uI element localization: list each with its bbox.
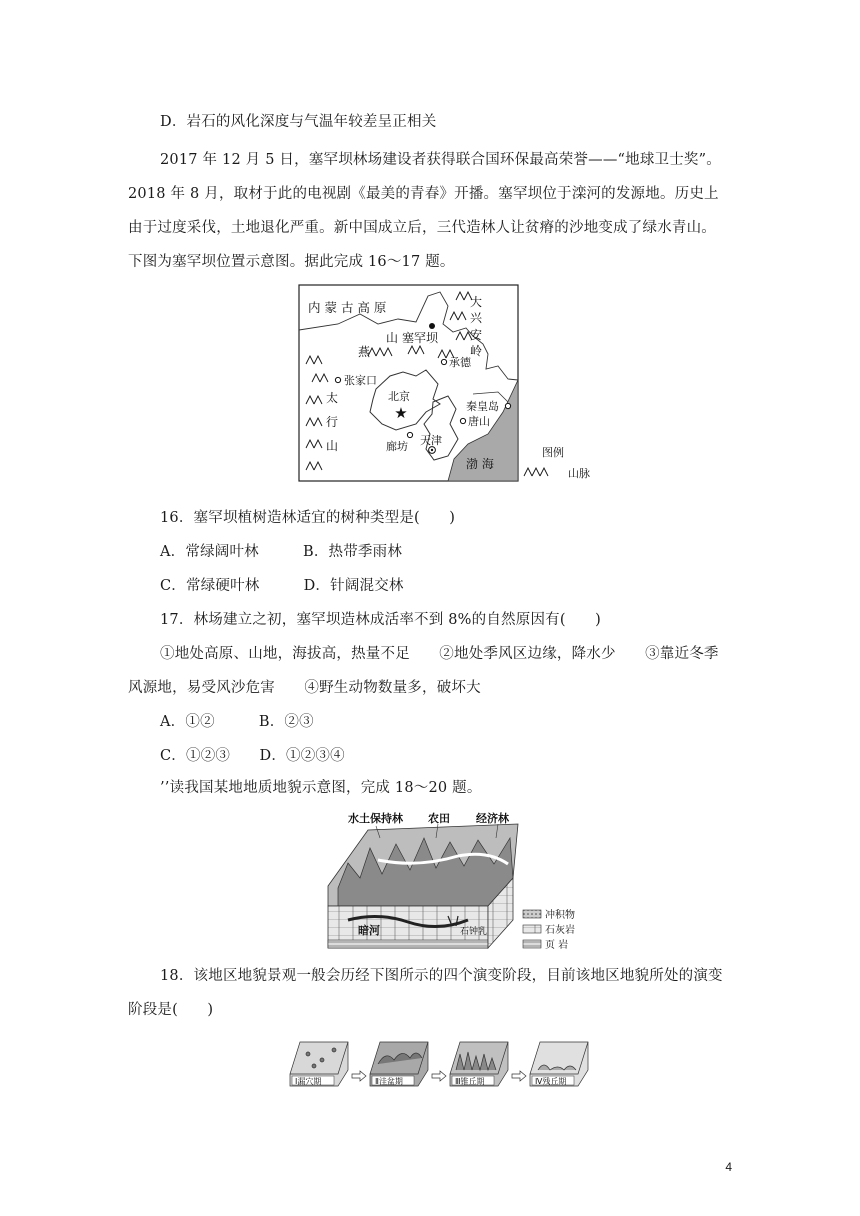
label-shan: 山 — [386, 331, 399, 345]
geo-stalagmite-label: 石钟乳 — [460, 927, 488, 937]
label-chengde: 承德 — [449, 356, 471, 369]
label-zhangjiakou: 张家口 — [344, 374, 377, 387]
passage-line: 2017 年 12 月 5 日，塞罕坝林场建设者获得联合国环保最高荣誉——“地球卫士奖”。 — [160, 152, 721, 168]
label-shan2: 山 — [326, 439, 339, 453]
stage-1-label: Ⅰ漏穴期 — [295, 1077, 322, 1086]
label-bohai: 渤 海 — [466, 457, 494, 471]
legend-title: 图例 — [542, 446, 564, 459]
label-qinhuangdao: 秦皇岛 — [466, 400, 499, 413]
legend-mountain: 山脉 — [568, 467, 590, 480]
label-tai: 太 — [326, 391, 339, 405]
label-plateau: 内 蒙 古 高 原 — [308, 300, 387, 315]
question-16: 16．塞罕坝植树造林适宜的树种类型是( ) — [160, 510, 456, 526]
stage-2-label: Ⅱ洼盆期 — [375, 1077, 403, 1086]
passage-18-20: ’’读我国某地地质地貌示意图，完成 18～20 题。 — [160, 780, 482, 796]
geo-forest-label: 水土保持林 — [348, 812, 403, 825]
label-yan: 燕 — [358, 345, 371, 359]
question-17: 17．林场建立之初，塞罕坝造林成活率不到 8%的自然原因有( ) — [160, 612, 601, 628]
karst-evolution-stages — [286, 1034, 604, 1090]
label-saihanba: 塞罕坝 — [402, 331, 439, 345]
question-18: 18．该地区地貌景观一般会历经下图所示的四个演变阶段，目前该地区地貌所处的演变 — [160, 968, 723, 984]
label-tangshan: 唐山 — [468, 415, 490, 428]
geo-legend-limestone: 石灰岩 — [545, 925, 575, 936]
label-mtn-xing: 兴 — [470, 311, 483, 325]
geo-farmland-label: 农田 — [428, 812, 450, 825]
geo-legend-alluvium: 冲积物 — [545, 910, 575, 921]
label-tianjin: 天津 — [420, 434, 442, 447]
label-hang: 行 — [326, 415, 339, 429]
stage-4-label: Ⅳ残丘期 — [535, 1077, 567, 1086]
label-langfang: 廊坊 — [386, 440, 408, 453]
passage-line: 由于过度采伐，土地退化严重。新中国成立后，三代造林人让贫瘠的沙地变成了绿水青山。 — [128, 220, 716, 236]
q16-options-ab: A．常绿阔叶林 B．热带季雨林 — [160, 544, 403, 560]
q17-statements: ①地处高原、山地，海拔高，热量不足 ②地处季风区边缘，降水少 ③靠近冬季 — [160, 646, 719, 662]
stage-3-label: Ⅲ锥丘期 — [455, 1077, 485, 1086]
option-d: D．岩石的风化深度与气温年较差呈正相关 — [160, 114, 437, 130]
svg-text:★: ★ — [394, 404, 408, 422]
geo-river-label: 暗河 — [358, 924, 380, 937]
saihanba-location-map — [298, 284, 600, 486]
label-mtn-ling: 岭 — [470, 344, 483, 358]
label-mtn-an: 安 — [470, 328, 483, 342]
geo-econ-label: 经济林 — [476, 812, 509, 825]
passage-line: 2018 年 8 月，取材于此的电视剧《最美的青春》开播。塞罕坝位于滦河的发源地。历史上 — [128, 186, 719, 202]
karst-geology-diagram — [318, 808, 593, 958]
label-beijing: 北京 — [388, 390, 410, 403]
q17-options-ab: A．①② B．②③ — [160, 714, 314, 730]
passage-line: 下图为塞罕坝位置示意图。据此完成 16～17 题。 — [128, 254, 455, 270]
q17-statements: 风源地，易受风沙危害 ④野生动物数量多，破坏大 — [128, 680, 481, 696]
page-number: 4 — [725, 1160, 732, 1174]
q17-options-cd: C．①②③ D．①②③④ — [160, 748, 345, 764]
geo-legend-shale: 页 岩 — [545, 940, 569, 951]
label-mtn-da: 大 — [470, 295, 483, 309]
question-18-cont: 阶段是( ) — [128, 1002, 214, 1018]
q16-options-cd: C．常绿硬叶林 D．针阔混交林 — [160, 578, 404, 594]
